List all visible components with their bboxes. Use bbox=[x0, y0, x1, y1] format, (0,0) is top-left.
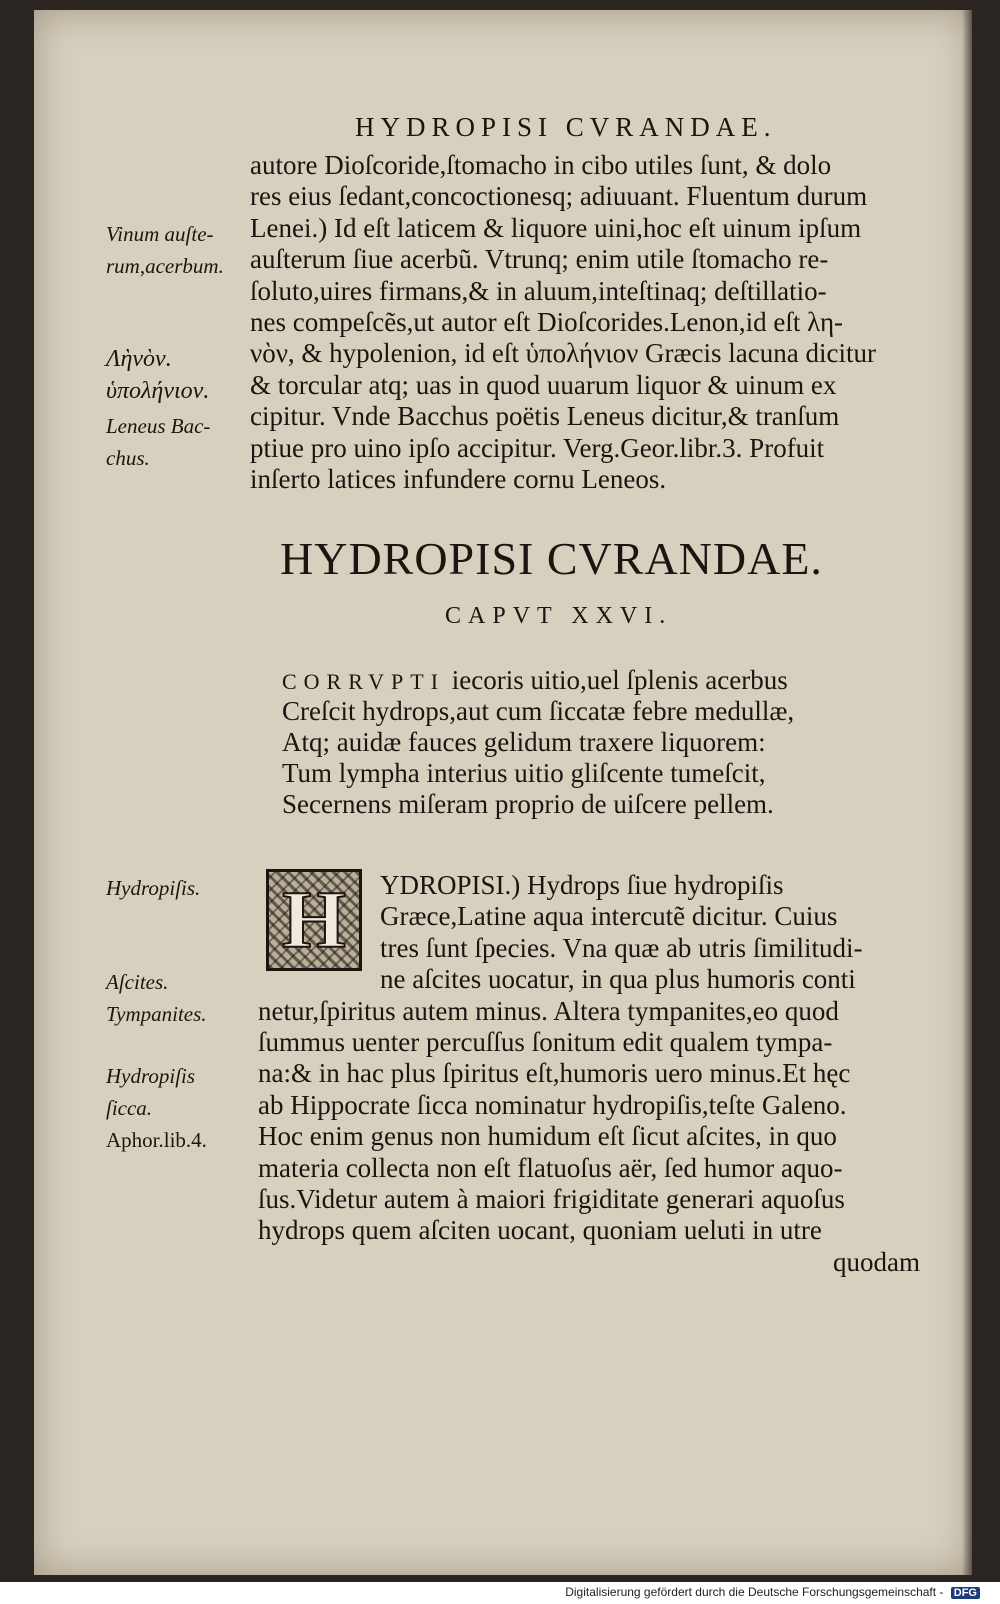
verse-first-word: CORRVPTI bbox=[282, 669, 446, 694]
verse-line: Tum lympha interius uitio gliſcente tumeſcit, bbox=[282, 758, 766, 788]
commentary-paragraph bbox=[258, 870, 928, 1278]
text-line: res eius ſedant,concoctionesq; adiuuant. Fluentum durum bbox=[250, 181, 868, 212]
margin-note: Hydropiſis bbox=[106, 1064, 196, 1088]
text-line: materia collecta non eſt flatuoſus aër, ſed humor aquo- bbox=[258, 1152, 843, 1183]
verse-line: Atq; auidæ fauces gelidum traxere liquorem: bbox=[282, 727, 766, 757]
margin-note: Hydropiſis. bbox=[106, 876, 201, 900]
text-line: νὸν, & hypolenion, id eſt ὑπολήνιον Græcis lacuna dicitur bbox=[250, 338, 876, 369]
text-line: ptiue pro uino ipſo accipitur. Verg.Geor.libr.3. Profuit bbox=[250, 432, 825, 463]
text-line: & torcular atq; uas in quod uuarum liquor & uinum ex bbox=[250, 369, 837, 400]
text-line: autore Dioſcoride,ſtomacho in cibo utiles ſunt, & dolo bbox=[250, 150, 832, 180]
verse-line-rest: iecoris uitio,uel ſplenis acerbus bbox=[445, 665, 788, 695]
text-line: Lenei.) Id eſt laticem & liquore uini,hoc eſt uinum ipſum bbox=[250, 212, 862, 243]
text-line: YDROPISI.) Hydrops ſiue hydropiſis bbox=[380, 870, 784, 900]
margin-note: Vinum auſte- bbox=[106, 222, 214, 246]
text-line: inſerto latices infundere cornu Leneos. bbox=[250, 463, 667, 494]
text-line: nes compeſcẽs,ut autor eſt Dioſcorides.Lenon,id eſt λη- bbox=[250, 306, 844, 337]
text-line: hydrops quem aſciten uocant, quoniam ueluti in utre bbox=[258, 1215, 822, 1246]
verse-line bbox=[282, 665, 794, 696]
text-line: ſoluto,uires firmans,& in aluum,inteſtinaq; deſtillatio- bbox=[250, 275, 827, 306]
margin-note: rum,acerbum. bbox=[106, 254, 224, 278]
margin-note: Aſcites. bbox=[106, 970, 169, 994]
digitization-footer bbox=[565, 1585, 980, 1599]
margin-note: Aphor.lib.4. bbox=[106, 1128, 207, 1152]
page-edge-shadow bbox=[962, 10, 972, 1575]
text-line: auſterum ſiue acerbũ. Vtrunq; enim utile ſtomacho re- bbox=[250, 244, 829, 275]
text-line: netur,ſpiritus autem minus. Altera tympanites,eo quod bbox=[258, 995, 839, 1026]
catchword: quodam bbox=[833, 1246, 920, 1277]
margin-note: ſicca. bbox=[106, 1096, 153, 1120]
text-line: ſus.Videtur autem à maiori frigiditate generari aquoſus bbox=[258, 1183, 845, 1214]
text-line: ne aſcites uocatur, in qua plus humoris conti bbox=[380, 964, 856, 995]
footer-text: Digitalisierung gefördert durch die Deutsche Forschungsgemeinschaft - bbox=[565, 1585, 944, 1599]
running-head: HYDROPISI CVRANDAE. bbox=[355, 112, 777, 142]
text-line: cipitur. Vnde Bacchus poëtis Leneus dicitur,& tranſum bbox=[250, 401, 840, 432]
margin-note: Leneus Bac- bbox=[106, 414, 211, 438]
text-line: Græce,Latine aqua intercutẽ dicitur. Cuius bbox=[380, 901, 838, 932]
margin-note: Λὴνὸν. bbox=[106, 346, 172, 372]
top-paragraph bbox=[250, 150, 920, 495]
initial-letter: H bbox=[282, 874, 346, 965]
text-line: ſummus uenter percuſſus ſonitum edit qualem tympa- bbox=[258, 1026, 833, 1057]
text-line: tres ſunt ſpecies. Vna quæ ab utris ſimilitudi- bbox=[380, 932, 863, 963]
margin-note: chus. bbox=[106, 446, 150, 470]
verse-line: Secernens miſeram proprio de uiſcere pellem. bbox=[282, 789, 774, 819]
text-line: ab Hippocrate ſicca nominatur hydropiſis,teſte Galeno. bbox=[258, 1089, 847, 1120]
text-line: na:& in hac plus ſpiritus eſt,humoris uero minus.Et hęc bbox=[258, 1058, 851, 1089]
chapter-number: CAPVT XXVI. bbox=[445, 603, 673, 629]
text-line: Hoc enim genus non humidum eſt ſicut aſcites, in quo bbox=[258, 1121, 837, 1152]
margin-note: Tympanites. bbox=[106, 1002, 207, 1026]
chapter-title: HYDROPISI CVRANDAE. bbox=[280, 533, 823, 584]
dfg-logo-icon: DFG bbox=[951, 1587, 980, 1599]
verse-line: Creſcit hydrops,aut cum ſiccatæ febre medullæ, bbox=[282, 696, 795, 726]
margin-note: ὑπολήνιον. bbox=[106, 378, 210, 404]
verse-block bbox=[282, 665, 794, 820]
